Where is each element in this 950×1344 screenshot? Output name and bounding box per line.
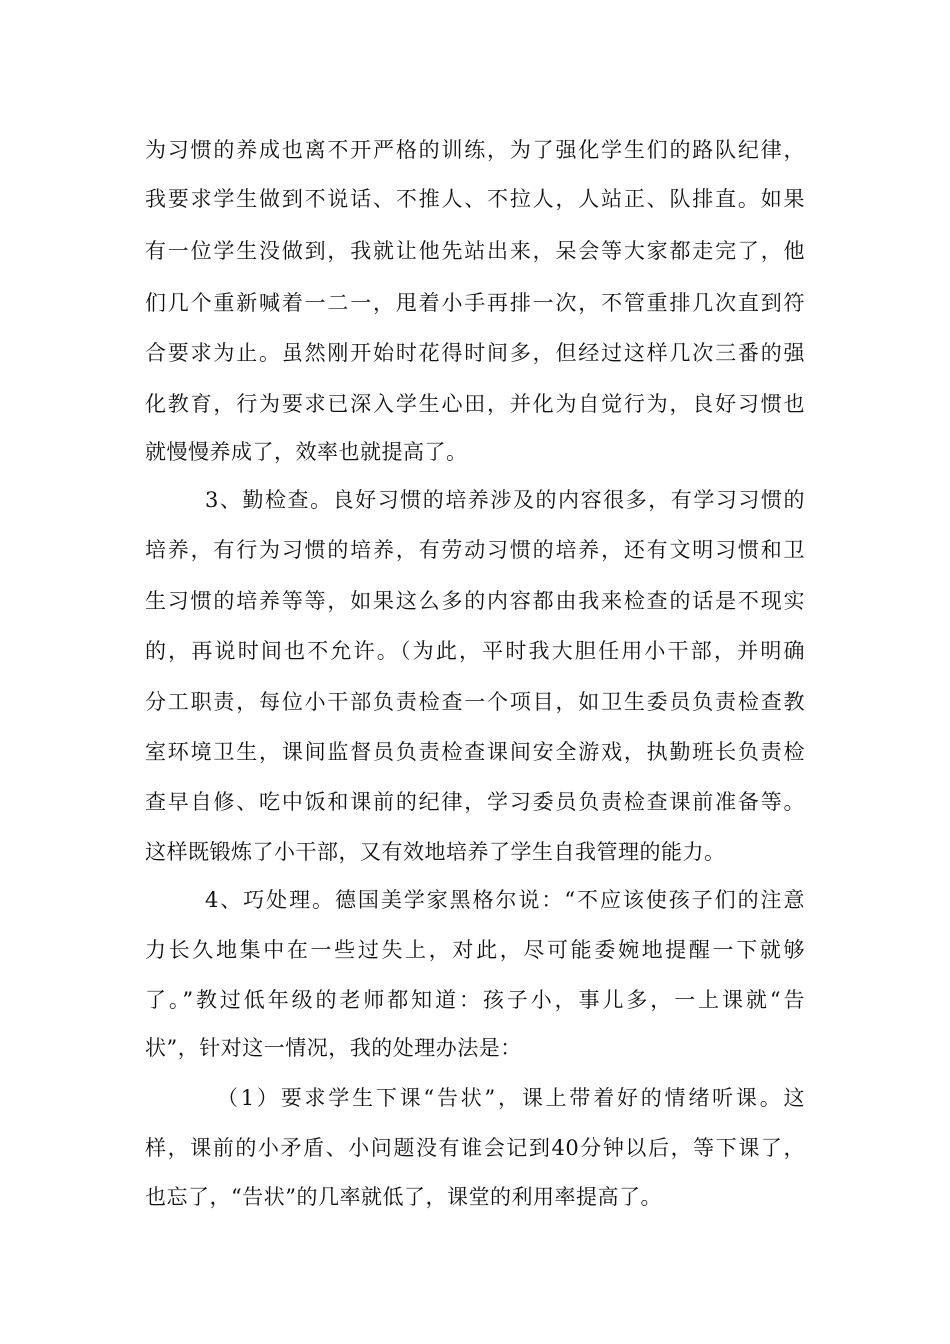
text-line-3: 有一位学生没做到，我就让他先站出来，呆会等大家都走完了，他 — [145, 239, 805, 263]
text-line-2: 我要求学生做到不说话、不推人、不拉人，人站正、队排直。如果 — [145, 187, 805, 211]
sub-item-1: （1）要求学生下课“告状”，课上带着好的情绪听课。这 — [217, 1086, 805, 1110]
text-line-19: 状”，针对这一情况，我的处理办法是： — [145, 1036, 522, 1060]
text-line-6: 化教育，行为要求已深入学生心田，并化为自觉行为，良好习惯也 — [145, 392, 805, 416]
text-line-10: 生习惯的培养等等，如果这么多的内容都由我来检查的话是不现实 — [145, 589, 805, 613]
text-line-17: 力长久地集中在一些过失上，对此，尽可能委婉地提醒一下就够 — [145, 938, 805, 962]
section-heading-3: 3、勤检查。良好习惯的培养涉及的内容很多，有学习习惯的 — [205, 488, 805, 512]
text-line-7: 就慢慢养成了，效率也就提高了。 — [145, 440, 468, 464]
text-line-18: 了。”教过低年级的老师都知道：孩子小，事儿多，一上课就“告 — [145, 988, 805, 1012]
text-line-1: 为习惯的养成也离不开严格的训练，为了强化学生们的路队纪律， — [145, 138, 805, 162]
text-line-15: 这样既锻炼了小干部，又有效地培养了学生自我管理的能力。 — [145, 840, 726, 864]
text-line-21: 样，课前的小矛盾、小问题没有谁会记到40分钟以后，等下课了， — [145, 1136, 805, 1160]
text-line-4: 们几个重新喊着一二一，甩着小手再排一次，不管重排几次直到符 — [145, 291, 805, 315]
text-line-5: 合要求为止。虽然刚开始时花得时间多，但经过这样几次三番的强 — [145, 341, 805, 365]
text-line-9: 培养，有行为习惯的培养，有劳动习惯的培养，还有文明习惯和卫 — [145, 538, 805, 562]
text-line-11: 的，再说时间也不允许。（为此，平时我大胆任用小干部，并明确 — [145, 639, 805, 663]
text-line-13: 室环境卫生，课间监督员负责检查课间安全游戏，执勤班长负责检 — [145, 740, 805, 764]
section-heading-4: 4、巧处理。德国美学家黑格尔说：“不应该使孩子们的注意 — [205, 888, 805, 912]
text-line-14: 查早自修、吃中饭和课前的纪律，学习委员负责检查课前准备等。 — [145, 790, 805, 814]
text-line-12: 分工职责，每位小干部负责检查一个项目，如卫生委员负责检查教 — [145, 690, 805, 714]
text-line-22: 也忘了，“告状”的几率就低了，课堂的利用率提高了。 — [145, 1185, 662, 1209]
